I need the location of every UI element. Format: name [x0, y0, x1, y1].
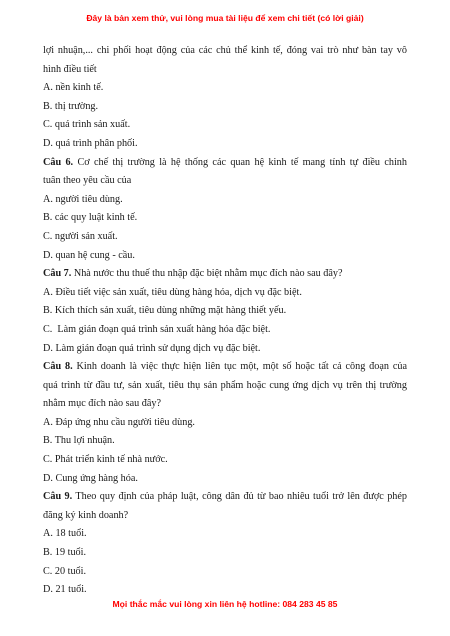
question-6-option-b: B. các quy luật kinh tế. [43, 212, 138, 224]
intro-option-d: D. quá trình phân phối. [43, 137, 138, 149]
intro-option-b: B. thị trường. [43, 100, 99, 112]
question-6-text: Cơ chế thị trường là hệ thống các quan hệ kinh tế mang tính tự điều chỉnh [73, 156, 407, 168]
question-8-option-b: B. Thu lợi nhuận. [43, 435, 115, 447]
question-9-label: Câu 9. [43, 491, 73, 503]
question-7-text: Nhà nước thu thuế thu nhập đặc biệt nhằm mục đích nào sau đây? [71, 268, 343, 280]
question-6-option-d: D. quan hệ cung - cầu. [43, 249, 135, 261]
document-body [43, 42, 407, 600]
intro-option-c: C. quá trình sản xuất. [43, 119, 131, 131]
question-8-stem [43, 358, 407, 377]
question-8-label: Câu 8. [43, 361, 73, 373]
question-9-option-d: D. 21 tuổi. [43, 584, 87, 596]
question-7-option-a: A. Điều tiết việc sản xuất, tiêu dùng hàng hóa, dịch vụ đặc biệt. [43, 286, 302, 298]
question-7-stem [43, 265, 407, 284]
intro-option-a: A. nền kinh tế. [43, 82, 104, 94]
question-7-label: Câu 7. [43, 268, 72, 280]
question-8-stem-cont-1: quá trình từ đầu tư, sản xuất, tiêu thụ sản phẩm hoặc cung ứng dịch vụ trên thị trường [43, 379, 407, 391]
question-8-option-c: C. Phát triển kinh tế nhà nước. [43, 454, 168, 466]
question-9-option-c: C. 20 tuổi. [43, 565, 87, 577]
question-9-option-b: B. 19 tuổi. [43, 547, 87, 559]
question-7-option-c: C. Làm gián đoạn quá trình sản xuất hàng hóa đặc biệt. [43, 323, 271, 335]
question-6-option-a: A. người tiêu dùng. [43, 193, 123, 205]
question-6-option-c: C. người sản xuất. [43, 230, 118, 242]
question-9-option-a: A. 18 tuổi. [43, 528, 87, 540]
intro-line-2: hình điều tiết [43, 63, 97, 75]
question-6-label: Câu 6. [43, 156, 74, 168]
question-9-text: Theo quy định của pháp luật, công dân đủ từ bao nhiêu tuổi trở lên được phép [72, 491, 407, 503]
question-6-stem [43, 154, 407, 173]
question-8-option-d: D. Cung ứng hàng hóa. [43, 472, 138, 484]
question-8-option-a: A. Đáp ứng nhu cầu người tiêu dùng. [43, 416, 195, 428]
footer-notice: Mọi thắc mắc vui lòng xin liên hệ hotline: 084 283 45 85 [112, 599, 338, 609]
question-8-stem-cont-2: nhằm mục đích nào sau đây? [43, 398, 161, 410]
question-7-option-b: B. Kích thích sản xuất, tiêu dùng những mặt hàng thiết yếu. [43, 305, 287, 317]
question-9-stem-cont: đăng ký kinh doanh? [43, 509, 129, 521]
question-7-option-d: D. Làm gián đoạn quá trình sử dụng dịch vụ đặc biệt. [43, 342, 261, 354]
intro-line-1: lợi nhuận,... chi phối hoạt động của các chủ thể kinh tế, đóng vai trò như bàn tay vô [43, 45, 407, 56]
question-8-text: Kinh doanh là việc thực hiện liên tục một, một số hoặc tất cả công đoạn của [72, 361, 408, 373]
header-notice: Đây là bản xem thử, vui lòng mua tài liệu để xem chi tiết (có lời giải) [86, 13, 364, 23]
question-6-stem-cont: tuân theo yêu cầu của [43, 175, 132, 187]
question-9-stem [43, 488, 407, 507]
